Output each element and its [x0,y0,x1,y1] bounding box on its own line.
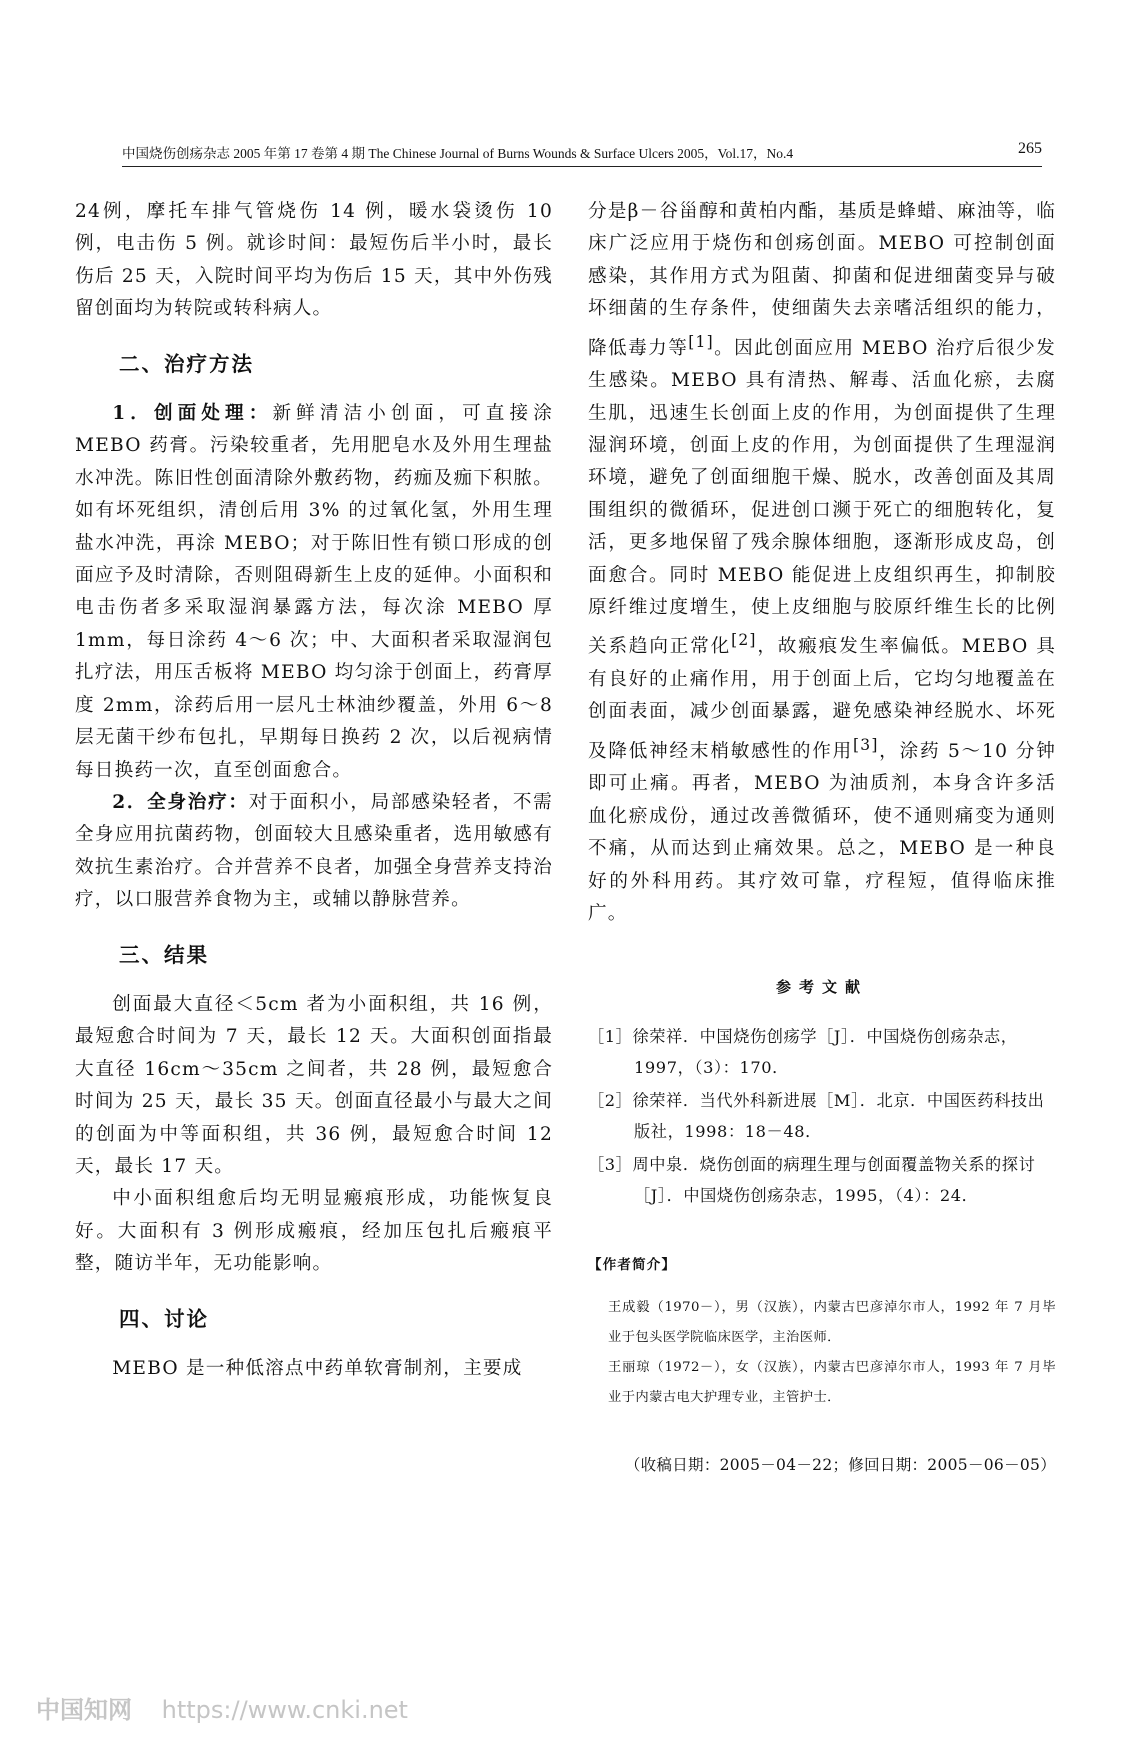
reference-item: ［2］徐荣祥．当代外科新进展［M］．北京．中国医药科技出版社，1998：18－48． [588,1090,1045,1141]
discussion-text-2: 。因此创面应用 MEBO 治疗后很少发生感染。MEBO 具有清热、解毒、活血化瘀，去腐生肌，迅速生长创面上皮的作用，为创面提供了生理湿润环境，创面上皮的作用，为创面提供了生理湿润环境，避免了创面细胞干燥、脱水，改善创面及其周围组织的微循环，促进创口濒于死亡的细胞转化，复活，更多地保留了残余腺体细胞，逐渐形成皮岛，创面愈合。同时 MEBO 能促进上皮组织再生，抑制胶原纤维过度增生，使上皮细胞与胶原纤维生长的比例关系趋向正常化 [588,337,1056,658]
received-dates: （收稿日期：2005－04－22；修回日期：2005－06－05） [624,1456,1056,1475]
results-paragraph-1: 创面最大直径＜5cm 者为小面积组，共 16 例，最短愈合时间为 7 天，最长 12 天。大面积创面指最大直径 16cm～35cm 之间者，共 28 例，最短愈合时间为 25 天，最长 35 天。创面直径最小与最大之间的创面为中等面积组，共 36 例，最短愈合时间 12 天，最长 17 天。 [75,993,553,1177]
references-title: 参考文献 [775,977,868,996]
page-number: 265 [1018,140,1042,157]
cnki-watermark [36,1690,408,1725]
section-heading-treatment: 二、治疗方法 [119,351,254,376]
citation-2: [2] [731,631,757,650]
reference-item: ［3］周中泉．烧伤创面的病理生理与创面覆盖物关系的探讨［J］．中国烧伤创疡杂志，1995，（4）：24． [588,1154,1036,1205]
systemic-treatment-label: 2．全身治疗： [112,791,249,813]
author-bio-title: 【作者简介】 [588,1256,677,1273]
discussion-text-3: ，故瘢痕发生率偏低。MEBO 具有良好的止痛作用，用于创面上后，它均匀地覆盖在创面表面，减少创面暴露，避免感染神经脱水、坏死及降低神经末梢敏感性的作用 [588,636,1056,763]
results-paragraph-2: 中小面积组愈后均无明显瘢痕形成，功能恢复良好。大面积有 3 例形成瘢痕，经加压包扎后瘢痕平整，随访半年，无功能影响。 [75,1188,553,1275]
wound-treatment-label: 1．创面处理： [112,403,273,425]
discussion-paragraph-continued [588,196,1056,931]
watermark-url: https://www.cnki.net [161,1696,408,1724]
reference-item: ［1］徐荣祥．中国烧伤创疡学［J］．中国烧伤创疡杂志，1997，（3）：170． [588,1026,1018,1077]
journal-citation: 中国烧伤创疡杂志 2005 年第 17 卷第 4 期 The Chinese Journal of Burns Wounds & Surface Ulcers 2005，Vol.17，No.4 [122,146,794,161]
left-column [75,196,553,1385]
systemic-treatment-text: 对于面积小，局部感染轻者，不需全身应用抗菌药物，创面较大且感染重者，选用敏感有效抗生素治疗。合并营养不良者，加强全身营养支持治疗，以口服营养食物为主，或辅以静脉营养。 [75,791,553,911]
discussion-text-4: ，涂药 5～10 分钟即可止痛。再者，MEBO 为油质剂，本身含许多活血化瘀成份，通过改善微循环，使不通则痛变为通则不痛，从而达到止痛效果。总之，MEBO 是一种良好的外科用药。其疗效可靠，疗程短，值得临床推广。 [588,741,1056,925]
wound-treatment-text: 新鲜清洁小创面，可直接涂 MEBO 药膏。污染较重者，先用肥皂水及外用生理盐水冲洗。陈旧性创面清除外敷药物，药痂及痂下积脓。如有坏死组织，清创后用 3% 的过氧化氢，外用生理盐水冲洗，再涂 MEBO；对于陈旧性有锁口形成的创面应予及时清除，否则阻碍新生上皮的延伸。小面积和电击伤者多采取湿润暴露方法，每次涂 MEBO 厚 1mm，每日涂药 4～6 次；中、大面积者采取湿润包扎疗法，用压舌板将 MEBO 均匀涂于创面上，药膏厚度 2mm，涂药后用一层凡士林油纱覆盖，外用 6～8 层无菌干纱布包扎，早期每日换药 2 次，以后视病情每日换药一次，直至创面愈合。 [75,403,554,781]
systemic-treatment-paragraph [75,787,553,917]
watermark-brand: 中国知网 [36,1696,132,1724]
citation-3: [3] [853,735,879,754]
running-header [122,140,1042,167]
section-heading-results: 三、结果 [119,942,209,967]
discussion-paragraph-start: MEBO 是一种低溶点中药单软膏制剂，主要成 [112,1358,523,1379]
section-heading-discussion: 四、讨论 [119,1306,209,1331]
wound-treatment-paragraph [75,398,553,787]
discussion-text-1: 分是β－谷甾醇和黄柏内酯，基质是蜂蜡、麻油等，临床广泛应用于烧伤和创疡创面。MEBO 可控制创面感染，其作用方式为阻菌、抑菌和促进细菌变异与破坏细菌的生存条件，使细菌失去亲嗜活组织的能力，降低毒力等 [588,201,1056,359]
right-column [588,196,1056,1482]
citation-1: [1] [688,332,714,351]
author-bio: 王成毅（1970－），男（汉族），内蒙古巴彦淖尔市人，1992 年 7 月毕业于包头医学院临床医学，主治医师． [608,1300,1056,1346]
author-bio: 王丽琼（1972－），女（汉族），内蒙古巴彦淖尔市人，1993 年 7 月毕业于内蒙古电大护理专业，主管护士． [608,1360,1056,1406]
intro-paragraph: 24例，摩托车排气管烧伤 14 例，暖水袋烫伤 10 例，电击伤 5 例。就诊时间：最短伤后半小时，最长伤后 25 天，入院时间平均为伤后 15 天，其中外伤残留创面均为转院或转科病人。 [75,201,553,320]
